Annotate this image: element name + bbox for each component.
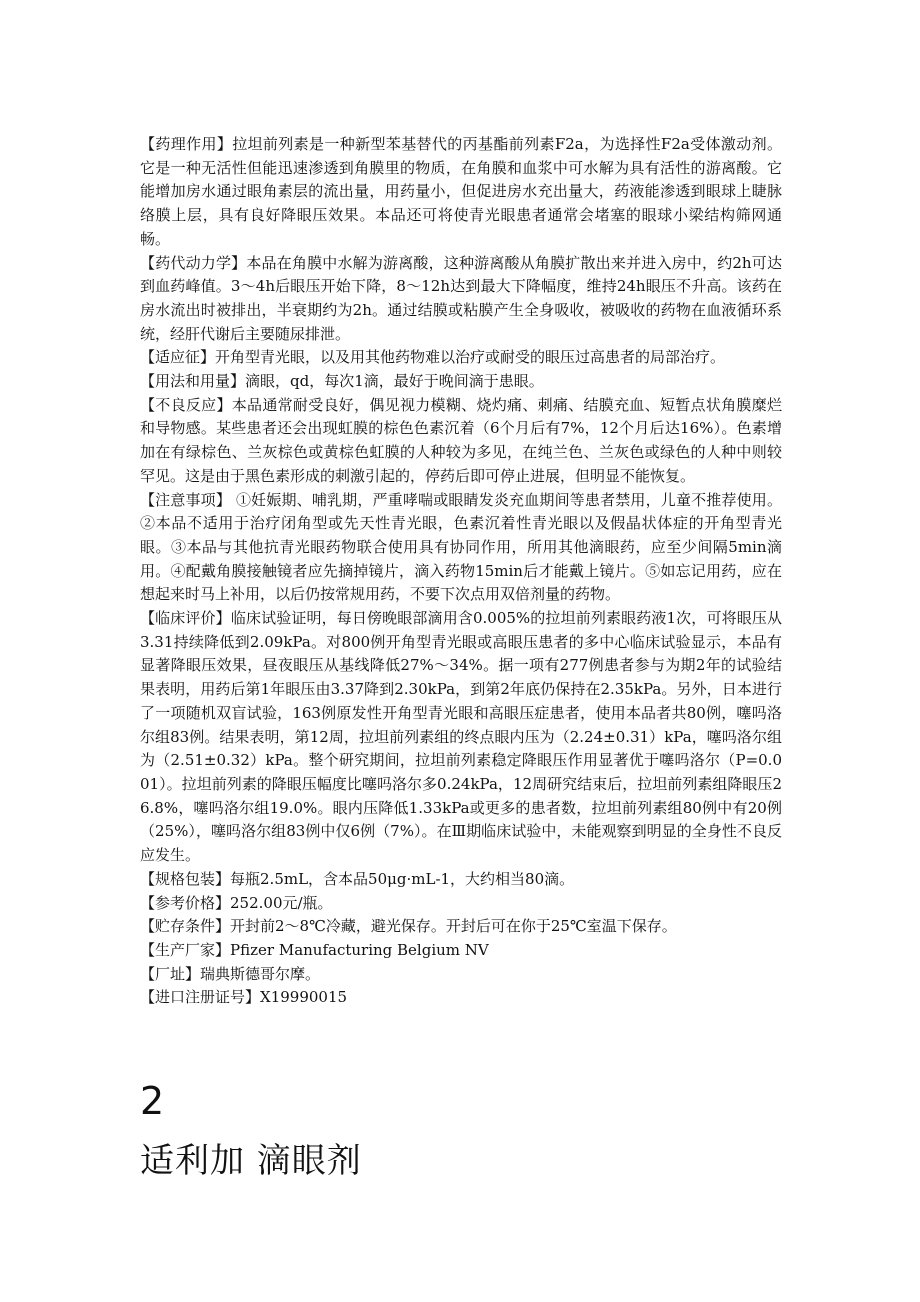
section-text: 开角型青光眼，以及用其他药物难以治疗或耐受的眼压过高患者的局部治疗。 xyxy=(215,348,726,367)
section-text: Pfizer Manufacturing Belgium NV xyxy=(230,940,489,959)
section-storage xyxy=(140,915,782,939)
section-price xyxy=(140,892,782,916)
document-body xyxy=(140,133,782,1010)
section-number: 2 xyxy=(140,1079,165,1123)
section-title: 适利加 滴眼剂 xyxy=(140,1141,362,1181)
section-text: 252.00元/瓶。 xyxy=(230,893,333,912)
section-precautions xyxy=(140,489,782,608)
section-label: 【厂址】 xyxy=(140,964,201,983)
section-label: 【药理作用】 xyxy=(140,135,233,153)
section-label: 【规格包装】 xyxy=(140,869,231,888)
section-label: 【药代动力学】 xyxy=(140,253,247,272)
section-address xyxy=(140,963,782,987)
section-indications xyxy=(140,346,782,370)
section-clinical-evaluation xyxy=(140,607,782,868)
section-text: 临床试验证明，每日傍晚眼部滴用含0.005%的拉坦前列素眼药液1次，可将眼压从3.31持续降低到2.09kPa。对800例开角型青光眼或高眼压患者的多中心临床试验显示，本品有显著降眼压效果，昼夜眼压从基线降低27%～34%。据一项有277例患者参与为期2年的试验结果表明，用药后第1年眼压由3.37降到2.30kPa，到第2年底仍保持在2.35kPa。另外，日本进行了一项随机双盲试验，163例原发性开角型青光眼和高眼压症患者，使用本品者共80例，噻吗洛尔组83例。结果表明，第12周，拉坦前列素组的终点眼内压为（2.24±0.31）kPa，噻吗洛尔组为（2.51±0.32）kPa。整个研究期间，拉坦前列素稳定降眼压作用显著优于噻吗洛尔（P=0.001）。拉坦前列素的降眼压幅度比噻吗洛尔多0.24kPa，12周研究结束后，拉坦前列素组降眼压26.8%，噻吗洛尔组19.0%。眼内压降低1.33kPa或更多的患者数，拉坦前列素组80例中有20例（25%），噻吗洛尔组83例中仅6例（7%）。在Ⅲ期临床试验中，未能观察到明显的全身性不良反应发生。 xyxy=(140,609,782,865)
section-label: 【临床评价】 xyxy=(140,609,231,628)
section-label: 【贮存条件】 xyxy=(140,917,231,936)
section-pharmacology xyxy=(140,133,782,252)
section-text: 拉坦前列素是一种新型苯基替代的丙基酯前列素F2a，为选择性F2a受体激动剂。它是一种无活性但能迅速渗透到角膜里的物质，在角膜和血浆中可水解为具有活性的游离酸。它能增加房水通过眼角素层的流出量，用药量小，但促进房水充出量大，药液能渗透到眼球上睫脉络膜上层，具有良好降眼压效果。本品还可将使青光眼患者通常会堵塞的眼球小梁结构筛网通畅。 xyxy=(140,135,782,248)
section-pharmacokinetics xyxy=(140,252,782,347)
section-adverse-reactions xyxy=(140,394,782,489)
section-label: 【生产厂家】 xyxy=(140,940,231,959)
section-label: 【进口注册证号】 xyxy=(140,988,261,1007)
section-text: X19990015 xyxy=(260,988,348,1007)
section-packaging xyxy=(140,868,782,892)
section-text: ①妊娠期、哺乳期，严重哮喘或眼睛发炎充血期间等患者禁用，儿童不推荐使用。②本品不适用于治疗闭角型或先天性青光眼，色素沉着性青光眼以及假晶状体症的开角型青光眼。③本品与其他抗青光眼药物联合使用具有协同作用，所用其他滴眼药，应至少间隔5min滴用。④配戴角膜接触镜者应先摘掉镜片，滴入药物15min后才能戴上镜片。⑤如忘记用药，应在想起来时马上补用，以后仍按常规用药，不要下次点用双倍剂量的药物。 xyxy=(140,490,782,604)
section-label: 【适应征】 xyxy=(140,348,216,367)
section-text: 开封前2～8℃冷藏，避光保存。开封后可在你于25℃室温下保存。 xyxy=(230,917,677,936)
section-text: 本品在角膜中水解为游离酸，这种游离酸从角膜扩散出来并进入房中，约2h可达到血药峰值。3～4h后眼压开始下降，8～12h达到最大下降幅度，维持24h眼压不升高。该药在房水流出时被排出，半衰期约为2h。通过结膜或粘膜产生全身吸收，被吸收的药物在血液循环系统，经肝代谢后主要随尿排泄。 xyxy=(140,253,782,343)
section-text: 每瓶2.5mL，含本品50μg·mL-1，大约相当80滴。 xyxy=(230,869,575,888)
section-dosage xyxy=(140,370,782,394)
section-text: 滴眼，qd，每次1滴，最好于晚间滴于患眼。 xyxy=(245,372,544,391)
section-label: 【参考价格】 xyxy=(140,893,231,912)
section-text: 本品通常耐受良好，偶见视力模糊、烧灼痛、刺痛、结膜充血、短暂点状角膜糜烂和导物感。某些患者还会出现虹膜的棕色色素沉着（6个月后有7%，12个月后达16%）。色素增加在有绿棕色、兰灰棕色或黄棕色虹膜的人种较为多见，在纯兰色、兰灰色或绿色的人种中则较罕见。这是由于黑色素形成的刺激引起的，停药后即可停止进展，但明显不能恢复。 xyxy=(140,395,782,485)
section-label: 【注意事项】 xyxy=(140,490,232,509)
section-manufacturer xyxy=(140,939,782,963)
section-label: 【不良反应】 xyxy=(140,395,232,414)
section-registration xyxy=(140,986,782,1010)
section-text: 瑞典斯德哥尔摩。 xyxy=(200,964,321,983)
section-label: 【用法和用量】 xyxy=(140,372,246,391)
